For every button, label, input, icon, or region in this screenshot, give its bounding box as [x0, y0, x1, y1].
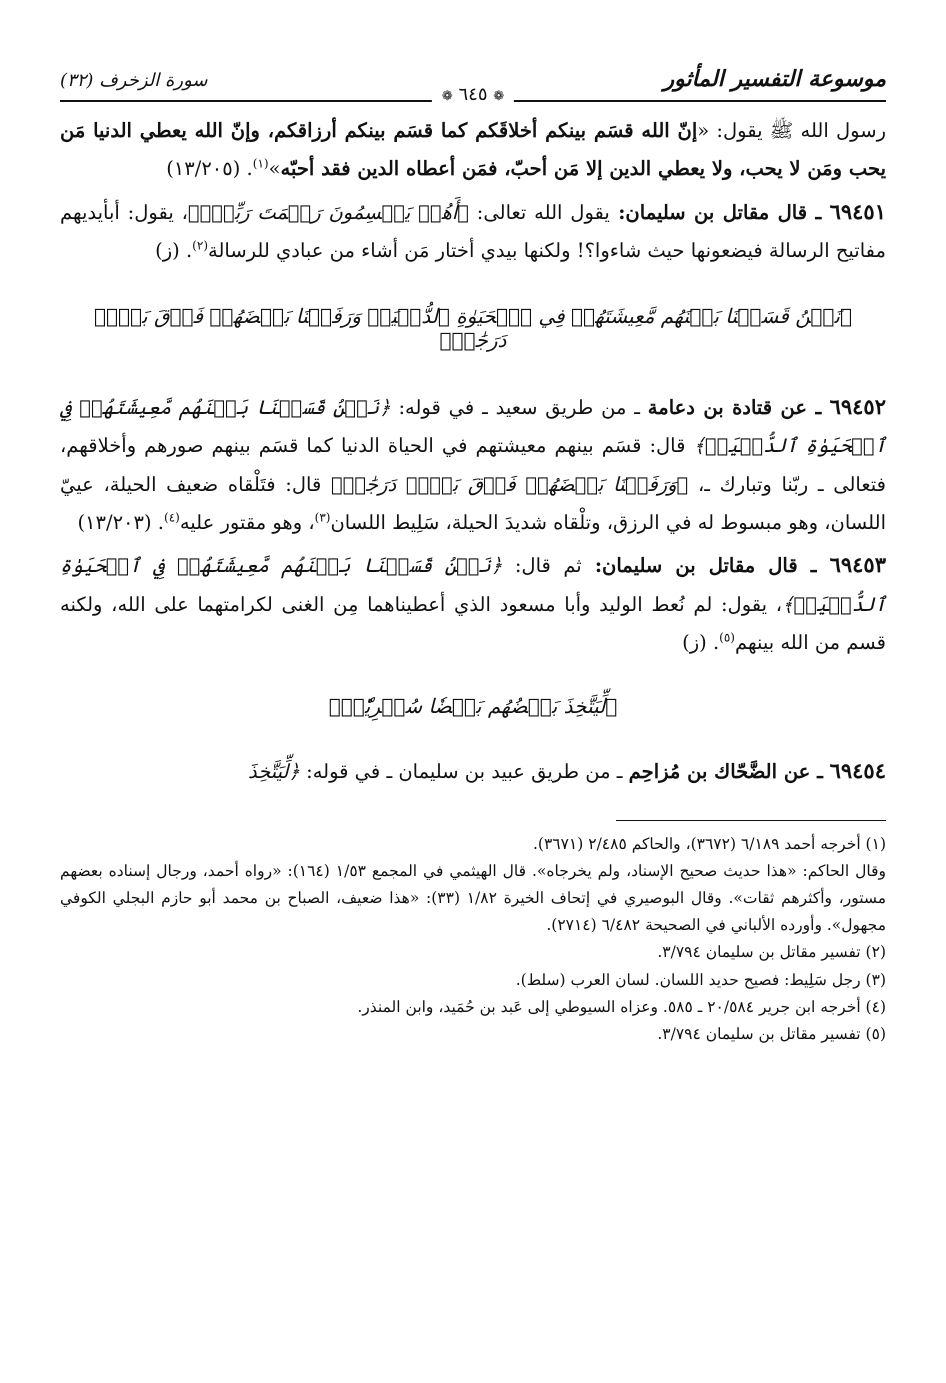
narration-69454 [60, 752, 886, 791]
footnote-2: (٢) تفسير مقاتل بن سليمان ٣/٧٩٤. [657, 943, 886, 962]
footnote-3: (٣) رجل سَلِيط: فصيح حديد اللسان. لسان العرب (سلط). [515, 970, 886, 989]
footnote-marker: (٣) [314, 510, 331, 525]
page-header [60, 60, 886, 112]
quran-quote: ﴿نَحۡنُ قَسَمۡنَا بَيۡنَهُم مَّعِيشَتَهُمۡ فِي ٱلۡحَيَوٰةِ ٱلدُّنۡيَاۚ﴾ [60, 396, 887, 458]
footnote-marker: (١) [252, 156, 269, 171]
narration-69452 [60, 388, 886, 542]
narrator: ـ قال مقاتل بن سليمان: [609, 200, 830, 224]
hadith-intro: رسول الله ﷺ يقول: « [697, 119, 886, 142]
hadith-paragraph [60, 112, 886, 189]
narrator: ـ قال مقاتل بن سليمان: [581, 554, 830, 578]
book-title: موسوعة التفسير المأثور [663, 66, 886, 92]
narration-text: يقول الله تعالى: [468, 200, 610, 224]
surah-title: سورة الزخرف (٣٢) [60, 70, 208, 91]
narrator: ـ عن قتادة بن دعامة [647, 396, 830, 420]
narration-tail: . (ز) [155, 238, 193, 262]
quote-close: » [268, 157, 281, 181]
narration-text: ثم قال: [502, 554, 582, 578]
page-number: ٦٤٥ [458, 84, 488, 105]
narration-text: ، يقول: لم نُعط الوليد وأبا مسعود الذي أعطيناهما مِن الغنى لكرامتهما على الله، ولكنه قسم من الله بينهم [60, 592, 886, 654]
narration-number: ٦٩٤٥١ [829, 198, 886, 224]
quran-quote: ﴿وَرَفَعۡنَا بَعۡضَهُمۡ فَوۡقَ بَعۡضٖ دَرَجَٰتٖ﴾ [330, 472, 689, 496]
narration-text: ، يقول: أبأيديهم مفاتيح الرسالة فيضعونها حيث شاءوا؟! ولكنها بيدي أختار مَن أشاء من عبادي للرسالة [60, 200, 886, 262]
volume-reference: . (١٣/٢٠٣) [77, 511, 165, 535]
page-number-block [432, 84, 514, 105]
quran-quote: ﴿أَهُمۡ يَقۡسِمُونَ رَحۡمَتَ رَبِّكَۚ﴾ [187, 200, 469, 224]
verse-heading: ﴿نَحۡنُ قَسَمۡنَا بَيۡنَهُم مَّعِيشَتَهُمۡ فِي ٱلۡحَيَوٰةِ ٱلدُّنۡيَاۚ وَرَفَعۡنَا بَعۡضَهُمۡ فَوۡقَ بَعۡضٖ دَرَجَٰتٖ﴾ [94, 304, 852, 353]
footnote-1: (١) أخرجه أحمد ٦/١٨٩ (٣٦٧٢)، والحاكم ٢/٤٨٥ (٣٦٧١). [532, 834, 886, 853]
narration-number: ٦٩٤٥٤ [829, 758, 886, 784]
footnote-4: (٤) أخرجه ابن جرير ٢٠/٥٨٤ ـ ٥٨٥. وعزاه السيوطي إلى عَبد بن حُمَيد، وابن المنذر. [357, 997, 886, 1016]
quran-quote: ﴿لِّيَتَّخِذَ [247, 760, 300, 784]
quran-quote: ﴿نَحۡنُ قَسَمۡنَا بَيۡنَهُم مَّعِيشَتَهُمۡ فِي ٱلۡحَيَوٰةِ ٱلدُّنۡيَاۚ﴾ [60, 554, 886, 616]
narration-69453 [60, 546, 886, 662]
narration-text: ـ من طريق عبيد بن سليمان ـ في قوله: [299, 760, 629, 784]
verse-heading: ﴿لِّيَتَّخِذَ بَعۡضُهُم بَعۡضٗا سُخۡرِيّٗاۗ﴾ [328, 694, 618, 719]
ornament-icon: ❁ [441, 89, 453, 104]
volume-reference: . (١٣/٢٠٥) [166, 157, 253, 181]
footnote-separator [616, 820, 886, 821]
footnote-marker: (٥) [719, 630, 735, 645]
narration-text: ـ من طريق سعيد ـ في قوله: [390, 396, 648, 420]
narration-text: قال: قسَم بينهم معيشتهم في الحياة الدنيا كما قسَم بينهم صورهم وأخلاقهم، فتعالى ـ ربّنا وتبارك ـ، [60, 434, 886, 496]
narration-number: ٦٩٤٥٣ [829, 552, 886, 578]
footnote-marker: (٢) [192, 238, 208, 253]
narration-number: ٦٩٤٥٢ [829, 394, 886, 420]
narration-tail: . (ز) [682, 630, 720, 654]
ornament-icon: ❁ [493, 89, 505, 104]
footnote-1-note: وقال الحاكم: «هذا حديث صحيح الإسناد، ولم يخرجاه». قال الهيثمي في المجمع ١/٥٣ (١٦٤): «رواه أحمد، ورجال إسناده بعضهم مستور، وأكثرهم ثقات». وقال البوصيري في إتحاف الخيرة ١/٨٢ (٣٣): «هذا ضعيف، الصباح بن محمد أبو حازم البجلي الكوفي مجهول». وأورده الألباني في الصحيحة ٦/٤٨٢ (٢٧١٤). [60, 861, 887, 935]
narration-69451 [60, 193, 886, 271]
footnote-marker: (٤) [164, 510, 180, 525]
narration-text: قال: فتَلْقاه ضعيف الحيلة، عييّ اللسان، وهو مبسوط له في الرزق، وتلْقاه شديدَ الحيلة، سَلِيط اللسان [60, 472, 886, 535]
hadith-text: إنّ الله قسَم بينكم أخلاقَكم كما قسَم بينكم أرزاقكم، وإنّ الله يعطي الدنيا مَن يحب ومَن لا يحب، ولا يعطي الدين إلا مَن أحبّ، فمَن أعطاه الدين فقد أحبّه [60, 119, 886, 181]
footnote-5: (٥) تفسير مقاتل بن سليمان ٣/٧٩٤. [657, 1024, 886, 1043]
book-page [60, 60, 886, 1048]
footnotes [60, 831, 886, 1049]
narration-text: ، وهو مقتور عليه [179, 511, 315, 535]
narrator: ـ عن الضَّحّاك بن مُزاحِم [628, 760, 830, 784]
